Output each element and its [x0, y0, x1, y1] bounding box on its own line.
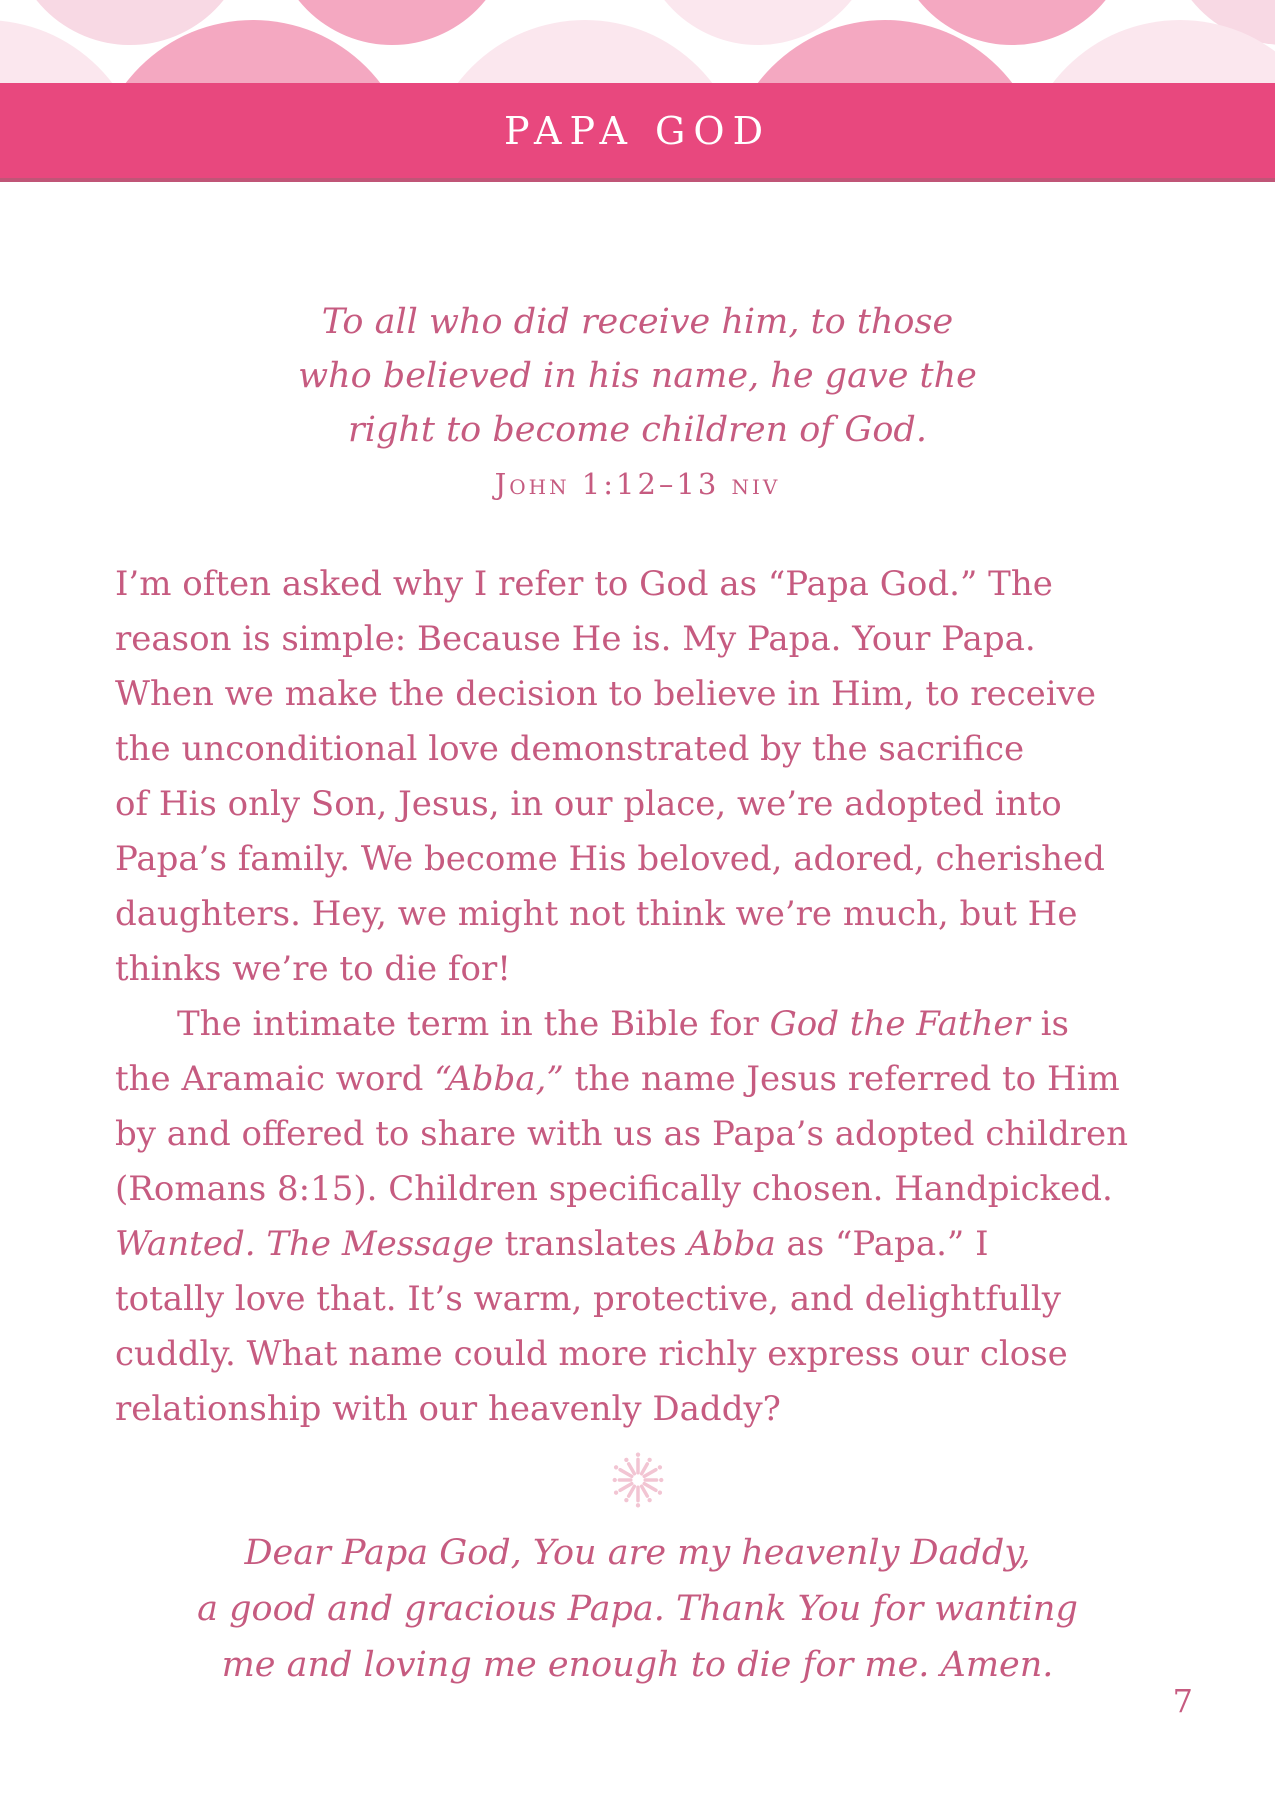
chapter-title-bar [0, 83, 1275, 182]
page-content [0, 295, 1275, 1720]
paragraph: The intimate term in the Bible for God the Father is the Aramaic word “Abba,” the name Jesus referred to Him by and offered to share with us as Papa’s adopted children (Romans 8:15). Children specifically chosen. Handpicked. Wanted. The Message translates Abba as “Papa.” I totally love that. It’s warm, protective, and delightfully cuddly. What name could more richly express our close relationship with our heavenly Daddy? [115, 1004, 1129, 1429]
body-text [115, 557, 1160, 1437]
polka-dot-band [0, 0, 1275, 83]
polka-dot [425, 20, 745, 83]
page-number: 7 [1172, 1682, 1193, 1720]
scripture-text: To all who did receive him, to those who believed in his name, he gave the right to become children of God. [298, 302, 977, 450]
chapter-title: PAPA GOD [503, 108, 772, 153]
scripture-quote [0, 295, 1275, 457]
paragraph: I’m often asked why I refer to God as “Papa God.” The reason is simple: Because He is. My Papa. Your Papa. When we make the decision to believe in Him, to receive the unconditional love demonstrated by the sacrifice of His only Son, Jesus, in our place, we’re adopted into Papa’s family. We become His beloved, adored, cherished daughters. Hey, we might not think we’re much, but He thinks we’re to die for! [115, 564, 1105, 989]
chapter-header [0, 0, 1275, 182]
prayer-text: Dear Papa God, You are my heavenly Daddy, a good and gracious Papa. Thank You for wanting me and loving me enough to die for me. Amen. [197, 1533, 1078, 1685]
scripture-reference: John 1:12–13 niv [494, 467, 781, 501]
starburst-flower-icon [0, 1449, 1275, 1511]
